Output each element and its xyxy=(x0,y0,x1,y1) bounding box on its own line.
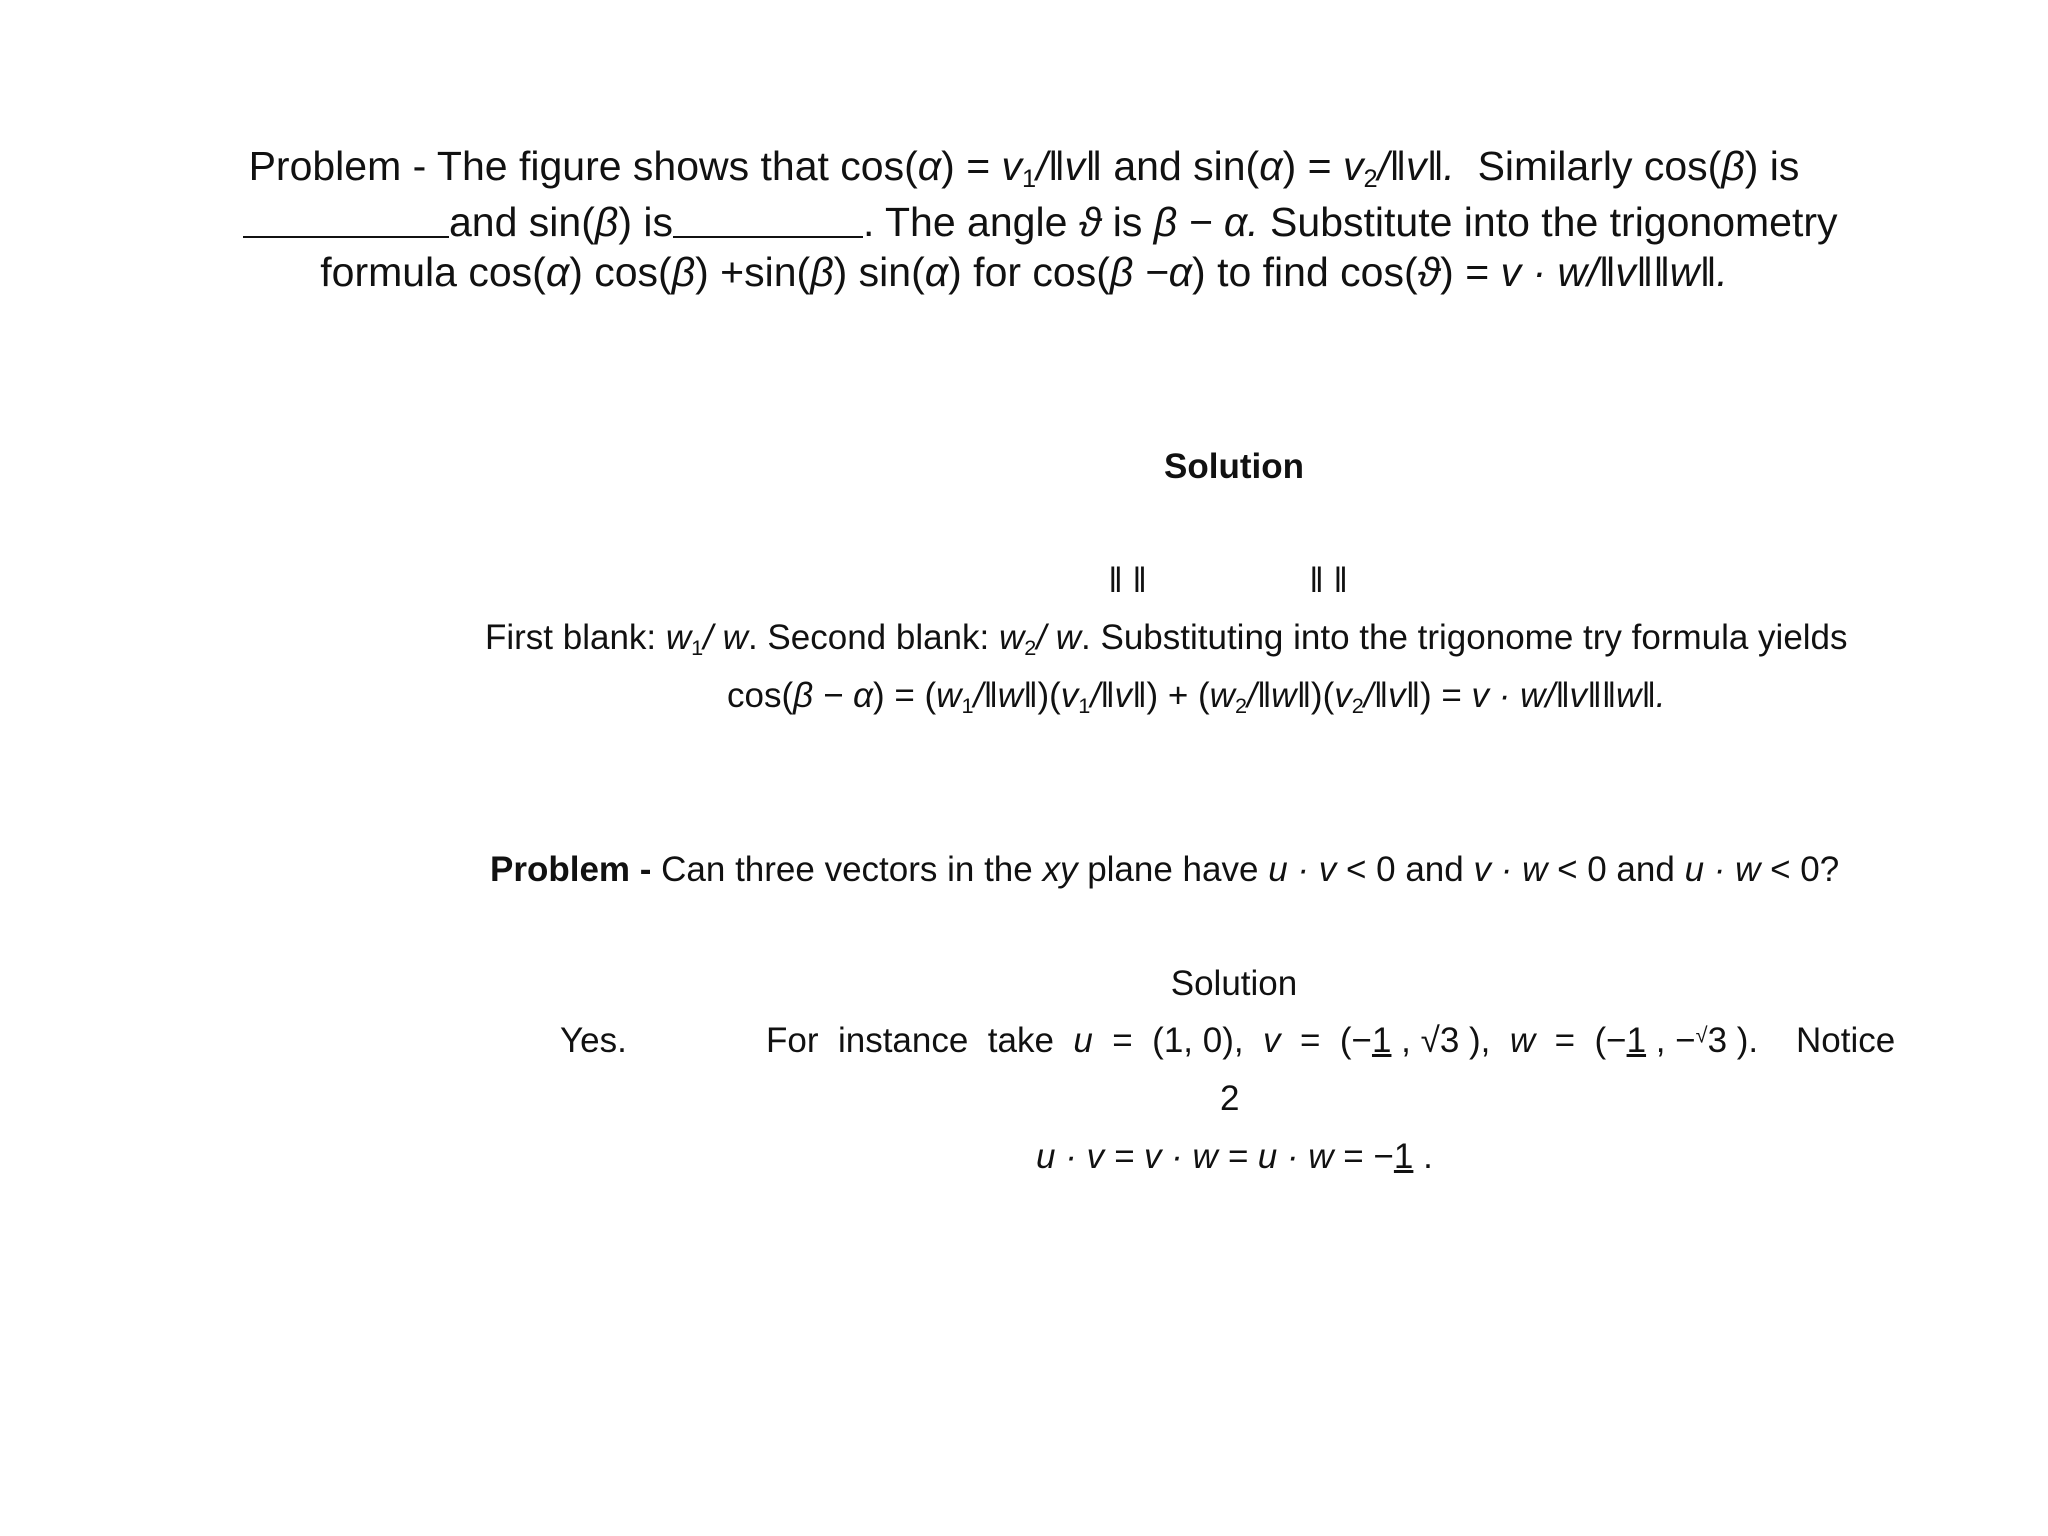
text: , √3 ), xyxy=(1391,1021,1510,1060)
text: and sin( xyxy=(1101,143,1260,189)
text: ) = xyxy=(1282,143,1343,189)
text: ) + ( xyxy=(1146,676,1210,715)
text: ) = ( xyxy=(872,676,937,715)
solution2-denominator: 2 xyxy=(1220,1079,1240,1118)
text: cos( xyxy=(727,676,794,715)
subscript: 2 xyxy=(1351,693,1364,719)
norm-bars-left xyxy=(1108,563,1147,598)
text: ) sin( xyxy=(833,249,925,295)
symbol-beta: β xyxy=(810,249,834,295)
text: ) = xyxy=(941,143,1002,189)
norm-expression: /‖v‖ xyxy=(1090,676,1147,715)
text: , − xyxy=(1646,1021,1696,1060)
dot-product-vw: v · w xyxy=(1473,850,1548,889)
symbol-alpha: α xyxy=(545,249,570,295)
symbol-w: w xyxy=(1209,676,1235,715)
symbol-beta: β xyxy=(1721,143,1745,189)
angle-expression: β −α xyxy=(1109,249,1193,295)
text: . Substituting into the trigonome try formula yields xyxy=(1081,618,1848,657)
symbol-v: v xyxy=(1343,143,1364,189)
norm-expression: /‖w‖ xyxy=(1247,676,1311,715)
text: Substitute into the trigonometry xyxy=(1258,198,1838,245)
subscript: 1 xyxy=(961,693,974,719)
angle-expression: β − α xyxy=(793,676,873,715)
norm-bars-right xyxy=(1309,563,1348,598)
text: = (− xyxy=(1535,1021,1627,1060)
text: ) = xyxy=(1419,676,1472,715)
text: )( xyxy=(1037,676,1061,715)
subscript: 2 xyxy=(1024,635,1037,661)
symbol-w: w xyxy=(998,618,1025,657)
symbol-theta: ϑ xyxy=(1078,198,1102,245)
subscript: 1 xyxy=(691,635,704,661)
text: Can three vectors in the xyxy=(651,850,1043,889)
answer-blank-1 xyxy=(243,199,449,238)
text: = (− xyxy=(1280,1021,1372,1060)
fraction-expression: / w xyxy=(1036,618,1082,657)
subscript: 1 xyxy=(1022,165,1037,194)
solution2-yes: Yes. xyxy=(560,1021,627,1060)
symbol-v: v xyxy=(1334,676,1352,715)
dot-product-uv: u · v xyxy=(1268,850,1337,889)
solution2-notice: Notice xyxy=(1796,1021,1896,1060)
text: )( xyxy=(1310,676,1335,715)
text: First blank: xyxy=(485,618,666,657)
symbol-alpha: α xyxy=(1259,143,1283,189)
dot-product-chain: u · v = v · w = u · w xyxy=(1036,1137,1334,1176)
solution2-heading: Solution xyxy=(1170,964,1298,1003)
symbol-v: v xyxy=(1001,143,1023,189)
answer-blank-2 xyxy=(673,199,863,238)
text: ) is xyxy=(618,198,673,245)
symbol-beta: β xyxy=(594,198,619,245)
text: formula cos( xyxy=(320,249,546,295)
symbol-v: v xyxy=(1263,1021,1281,1060)
symbol-w: w xyxy=(1509,1021,1536,1060)
symbol-w: w xyxy=(665,618,692,657)
text: ) to find cos( xyxy=(1192,249,1418,295)
problem1-line3 xyxy=(0,249,2048,295)
norm-expression: /‖w‖ xyxy=(973,676,1038,715)
symbol-alpha: α xyxy=(917,143,942,189)
fraction-numerator: 1 xyxy=(1393,1137,1414,1176)
norm-expression: /‖v‖. xyxy=(1377,143,1455,189)
fraction-numerator: 1 xyxy=(1371,1021,1392,1060)
fraction-expression: / w xyxy=(703,618,748,657)
solution1-line2 xyxy=(727,676,1666,719)
angle-expression: β − α. xyxy=(1153,198,1259,245)
text: < 0 and xyxy=(1336,850,1474,889)
problem1-line1 xyxy=(0,143,2048,194)
text: and sin( xyxy=(449,198,595,245)
text: . xyxy=(1413,1137,1433,1176)
problem1-line2 xyxy=(243,199,1838,243)
cosine-result: v · w/‖v‖‖w‖. xyxy=(1500,249,1728,295)
norm-expression: /‖v‖ xyxy=(1036,143,1102,189)
text: ) is xyxy=(1744,143,1800,189)
text: < 0? xyxy=(1760,850,1840,889)
text: Similarly cos( xyxy=(1454,143,1722,189)
symbol-u: u xyxy=(1073,1021,1093,1060)
symbol-w: w xyxy=(936,676,962,715)
subscript: 2 xyxy=(1234,693,1247,719)
norm-bars: ‖ ‖ xyxy=(1108,561,1147,600)
symbol-v: v xyxy=(1060,676,1079,715)
sqrt-sign: √ xyxy=(1695,1022,1708,1048)
text: . Second blank: xyxy=(747,618,999,657)
solution1-line1 xyxy=(485,618,1848,661)
problem-label: Problem - xyxy=(490,850,652,889)
text: ) +sin( xyxy=(695,249,811,295)
symbol-theta: ϑ xyxy=(1417,249,1441,295)
text: ) cos( xyxy=(569,249,672,295)
symbol-alpha: α xyxy=(924,249,949,295)
fraction-numerator: 1 xyxy=(1626,1021,1647,1060)
problem2-line xyxy=(490,852,1839,887)
norm-expression: /‖v‖ xyxy=(1363,676,1420,715)
symbol-beta: β xyxy=(671,249,696,295)
norm-bars: ‖ ‖ xyxy=(1309,561,1348,600)
text: Problem - The figure shows that cos( xyxy=(248,143,918,189)
subscript: 1 xyxy=(1078,693,1091,719)
solution2-line1 xyxy=(766,1023,1758,1058)
text: For instance take xyxy=(766,1021,1074,1060)
text: = (1, 0), xyxy=(1092,1021,1264,1060)
symbol-xy: xy xyxy=(1042,850,1078,889)
text: plane have xyxy=(1077,850,1269,889)
text: . The angle xyxy=(862,198,1079,245)
subscript: 2 xyxy=(1363,165,1378,194)
text: ) = xyxy=(1440,249,1501,295)
text: is xyxy=(1101,198,1154,245)
text: 3 ). xyxy=(1707,1021,1759,1060)
solution-heading: Solution xyxy=(1164,447,1304,486)
text: < 0 and xyxy=(1547,850,1685,889)
cosine-result: v · w/‖v‖‖w‖. xyxy=(1471,676,1666,715)
text: ) for cos( xyxy=(948,249,1110,295)
solution2-line3 xyxy=(1036,1139,1433,1174)
dot-product-uw: u · w xyxy=(1684,850,1761,889)
text: = − xyxy=(1333,1137,1394,1176)
